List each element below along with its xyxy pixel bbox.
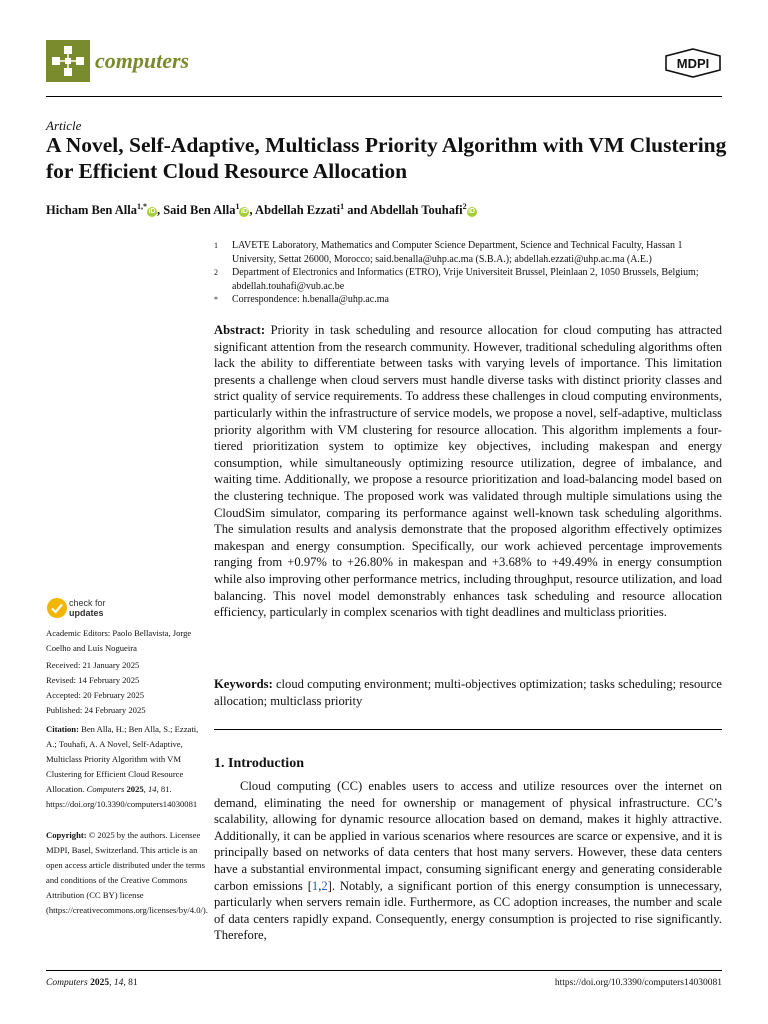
- footer-year: 2025: [90, 978, 110, 988]
- abstract: [214, 322, 722, 621]
- keywords: [214, 676, 722, 709]
- accepted-date: Accepted: 20 February 2025: [46, 690, 145, 700]
- mdpi-logo: [664, 48, 722, 78]
- header-divider: [46, 96, 722, 97]
- author-sup: 1: [340, 202, 345, 211]
- footer-volume: 14: [113, 978, 124, 988]
- copyright-label: Copyright:: [46, 830, 87, 840]
- author-sup: 1,*: [136, 202, 147, 211]
- copyright-text: © 2025 by the authors. Licensee MDPI, Basel, Switzerland. This article is an open access article distributed under the terms and conditions of the Creative Commons Attribution (CC BY) license (https://creativecommons.org/licenses/by/4.0/).: [46, 830, 208, 915]
- affiliation-1: [214, 239, 724, 266]
- citation-journal: Computers: [86, 784, 125, 794]
- article-type: Article: [46, 118, 82, 133]
- journal-name: computers: [95, 48, 190, 73]
- mdpi-logo-text: MDPI: [676, 56, 710, 71]
- affiliation-text: Department of Electronics and Informatics (ETRO), Vrije Universiteit Brussel, Pleinlaan 2, 1050 Brussels, Belgium; abdellah.touhafi@vub.ac.be: [232, 267, 699, 292]
- received-date: Received: 21 January 2025: [46, 660, 140, 670]
- check-label-line1: check for: [69, 598, 106, 608]
- footer-journal: Computers: [46, 978, 88, 988]
- affiliation-mark: *: [214, 295, 218, 304]
- author-name[interactable]: Abdellah Ezzati: [255, 203, 341, 218]
- citation-block: Citation: Ben Alla, H.; Ben Alla, S.; Ezzati, A.; Touhafi, A. A Novel, Self-Adaptive, Multiclass Priority Algorithm with VM Clustering for Efficient Cloud Resource Allocation. Computers 2025, 14, 81. https://doi.org/10.3390/computers14030081: [46, 724, 199, 809]
- footer-citation: Computers 2025, 14, 81: [46, 978, 138, 988]
- affiliation-correspondence: [214, 293, 724, 307]
- keywords-text: cloud computing environment; multi-objectives optimization; tasks scheduling; resource allocation; multiclass priority: [214, 677, 722, 708]
- revised-date: Revised: 14 February 2025: [46, 675, 140, 685]
- journal-logo-icon: [46, 40, 90, 82]
- citation-rest[interactable]: , 81. https://doi.org/10.3390/computers14030081: [46, 784, 198, 809]
- abstract-label: Abstract:: [214, 323, 266, 337]
- orcid-icon[interactable]: iD: [240, 208, 248, 216]
- affiliation-text: LAVETE Laboratory, Mathematics and Computer Science Department, Science and Technical Faculty, Hassan 1 University, Settat 26000, Morocco; said.benalla@uhp.ac.ma (S.B.A.); abdellah.ezzati@uhp.ac.ma (A.E.): [232, 240, 683, 265]
- author-list: [46, 198, 736, 219]
- author-name[interactable]: Hicham Ben Alla: [46, 203, 137, 218]
- section-heading-introduction: 1. Introduction: [214, 756, 304, 771]
- footer-divider: [46, 970, 722, 971]
- check-for-updates-icon[interactable]: [46, 597, 68, 619]
- citation-volume: 14: [147, 784, 157, 794]
- keywords-label: Keywords:: [214, 677, 273, 691]
- intro-text-after: ]. Notably, a significant portion of this energy consumption is unnecessary, particularly when servers remain idle. Furthermore, as CC adoption increases, the number and scale of data centers rapidly expand. Consequently, energy consumption is projected to rise significantly. Therefore,: [214, 878, 723, 943]
- author-separator: and: [344, 203, 370, 218]
- affiliation-mark: 2: [214, 268, 218, 277]
- footer-doi-link[interactable]: https://doi.org/10.3390/computers14030081: [554, 978, 722, 988]
- author-separator: ,: [156, 203, 164, 218]
- affiliation-mark: 1: [214, 241, 218, 250]
- abstract-text: Priority in task scheduling and resource allocation for cloud computing has attracted significant attention from the research community. However, traditional scheduling algorithms often lack the ability to differentiate between tasks with varying levels of importance. This limitation presents a challenge when cloud servers must handle diverse tasks with distinct priority classes and strict quality of service requirements. To address these challenges in cloud computing environments, particularly within the infrastructure of service models, we propose a novel, self-adaptive, multiclass priority algorithm with VM clustering for resource allocation. This algorithm implements a four-tiered prioritization system to optimize key objectives, including makespan and energy consumption, while simultaneously optimizing resource utilization, degree of imbalance, and waiting time. Additionally, we propose a resource prioritization and load-balancing model based on the clustering technique. The proposed work was validated through multiple simulations using the CloudSim simulator, comparing its performance against well-known task scheduling algorithms. The simulation results and analysis demonstrate that the proposed algorithm effectively optimizes makespan and energy consumption. Specifically, our work achieved percentage improvements ranging from +0.97% to +26.80% in makespan and +3.68% to +49.49% in energy consumption while also improving other performance metrics, including throughput, resource utilization, and load balancing. This novel model demonstrably enhances task scheduling and resource allocation efficiency, particularly in complex scenarios with tight deadlines and multiclass priorities.: [214, 323, 722, 620]
- citation-link[interactable]: 1: [311, 878, 319, 893]
- academic-editors: Academic Editors: Paolo Bellavista, Jorge Coelho and Luís Nogueira: [46, 628, 192, 653]
- author-name[interactable]: Said Ben Alla: [163, 203, 236, 218]
- published-date: Published: 24 February 2025: [46, 705, 146, 715]
- footer-article-no: , 81: [123, 978, 138, 988]
- affiliation-2: [214, 266, 724, 293]
- citation-link[interactable]: 2: [321, 878, 328, 893]
- intro-text-before: Cloud computing (CC) enables users to access and utilize resources over the internet on demand, eliminating the need for ownership or management of physical infrastructure. CC’s scalability, allowing for dynamic resource allocation based on demand, makes it highly attractive. Additionally, it can be applied in various scenarios where resources are scarce or expensive, and it is principally based on networks of data centers that host many servers. However, these data centers have a substantial environmental impact, consuming significant energy and generating considerable carbon emissions [: [214, 779, 722, 893]
- author-separator: ,: [249, 203, 256, 218]
- keywords-divider: [214, 729, 722, 730]
- author-sup: 2: [462, 202, 467, 211]
- check-label-line2: updates: [69, 608, 104, 618]
- affiliation-text: Correspondence: h.benalla@uhp.ac.ma: [232, 294, 389, 305]
- citation-text: Ben Alla, H.; Ben Alla, S.; Ezzati, A.; Touhafi, A. A Novel, Self-Adaptive, Multiclass Priority Algorithm with VM Clustering for Efficient Cloud Resource Allocation.: [46, 724, 199, 794]
- check-for-updates-label[interactable]: [69, 598, 106, 618]
- orcid-icon[interactable]: iD: [148, 208, 156, 216]
- author-sup: 1: [235, 202, 240, 211]
- citation-separator: ,: [318, 878, 322, 893]
- author-name[interactable]: Abdellah Touhafi: [369, 203, 463, 218]
- introduction-paragraph: [214, 778, 722, 944]
- citation-year: 2025: [126, 784, 144, 794]
- dates-block: [46, 658, 206, 718]
- citation-label: Citation:: [46, 724, 79, 734]
- copyright-block: [46, 828, 206, 918]
- article-title: A Novel, Self-Adaptive, Multiclass Priority Algorithm with VM Clustering for Efficient Cloud Resource Allocation: [46, 133, 727, 183]
- orcid-icon[interactable]: iD: [468, 208, 476, 216]
